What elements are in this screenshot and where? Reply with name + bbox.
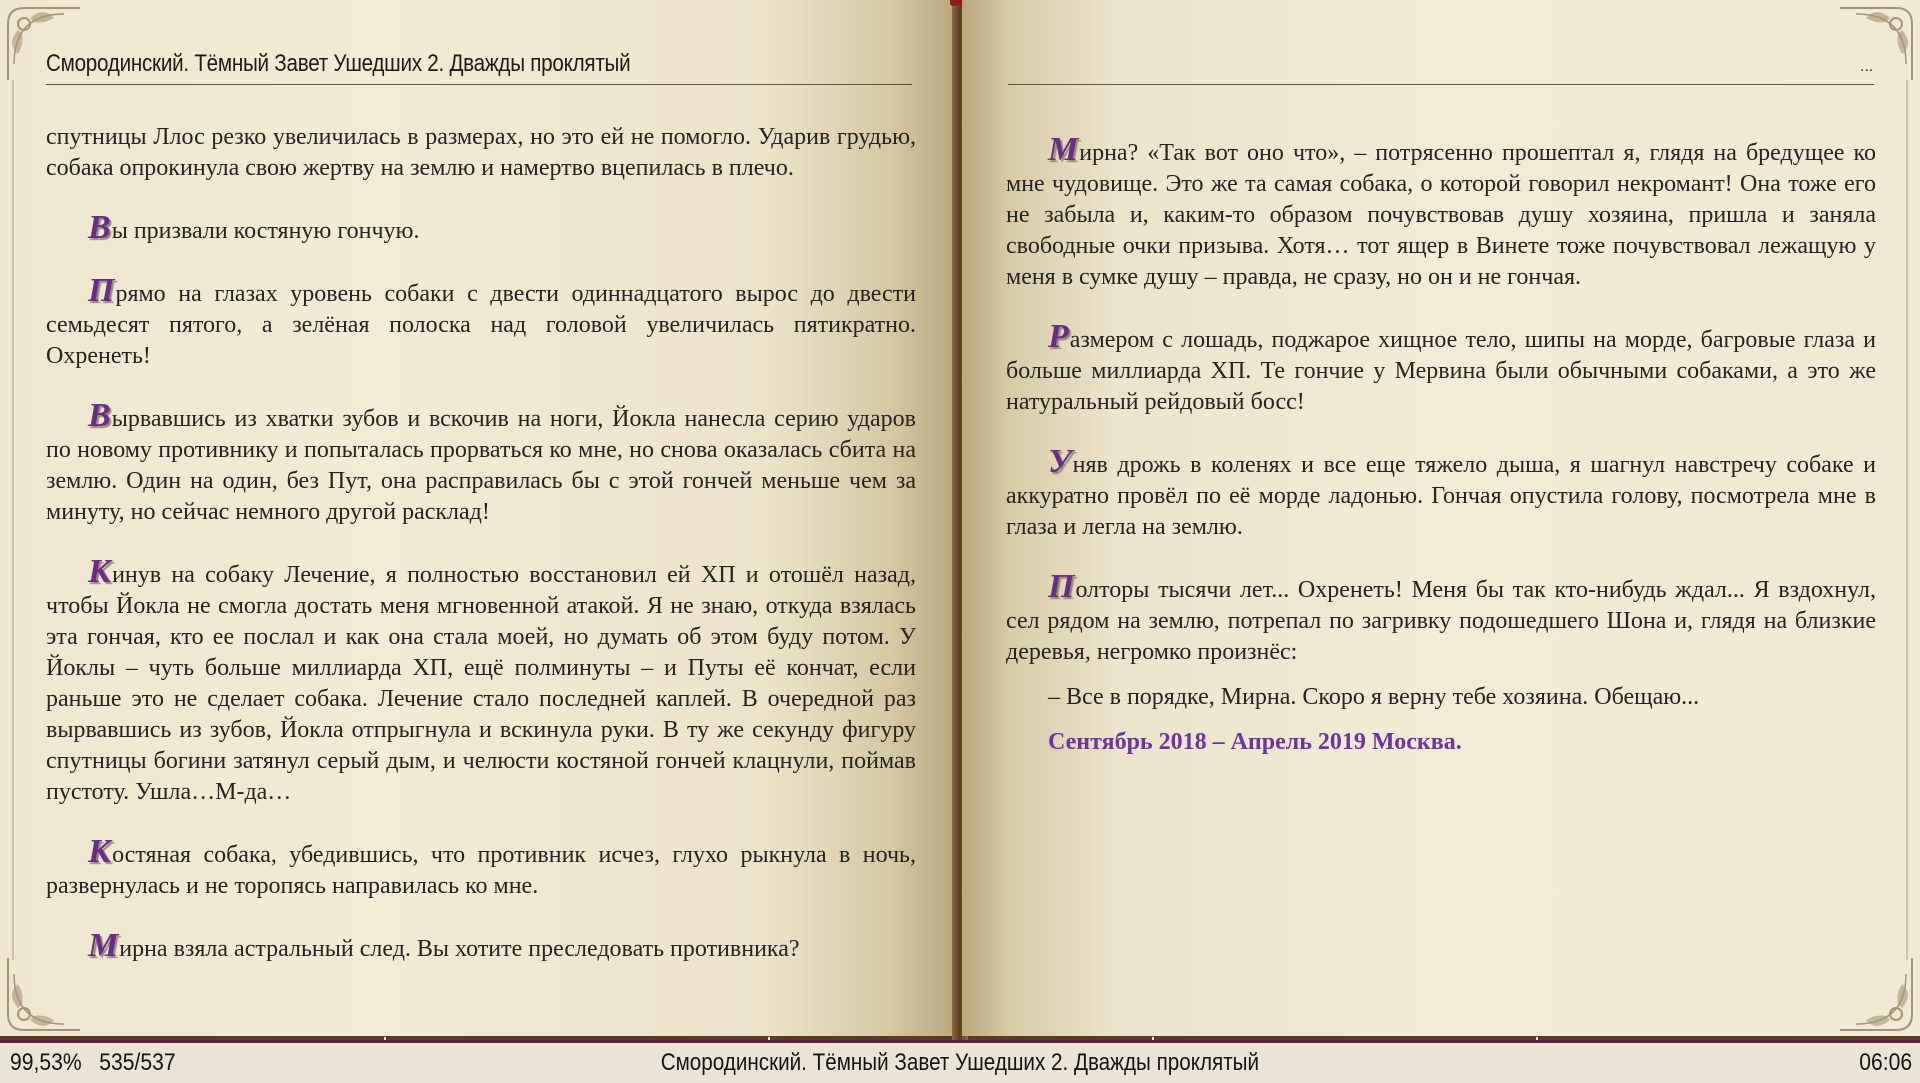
paragraph: Полторы тысячи лет... Охренеть! Меня бы так кто-нибудь ждал... Я вздохнул, сел рядом на землю, потрепал по загривку подошедшего Шона и, глядя на близкие деревья, негромко произнёс: [1006,568,1876,665]
border-vine-icon [6,80,20,960]
drop-cap: В [88,397,112,434]
drop-cap: В [88,209,112,246]
paragraph: Костяная собака, убедившись, что противник исчез, глухо рыкнула в ночь, развернулась и не торопясь направилась ко мне. [46,833,916,899]
drop-cap: Р [1048,318,1070,355]
paragraph: Вырвавшись из хватки зубов и вскочив на ноги, Йокла нанесла серию ударов по новому противнику и попыталась прорваться ко мне, но снова оказалась сбита на землю. Один на один, без Пут, она расправилась бы с этой гончей меньше чем за минуту, но сейчас немного другой расклад! [46,397,916,525]
status-bar [0,1040,1920,1083]
right-page-text [1006,131,1876,758]
book-end-signature: Сентябрь 2018 – Апрель 2019 Москва. [1048,729,1462,755]
corner-ornament-icon [1836,954,1916,1034]
left-page-text [46,122,916,993]
drop-cap: М [1048,131,1080,168]
paragraph: Вы призвали костяную гончую. [88,209,420,246]
dialogue-line: – Все в порядке, Мирна. Скоро я верну тебе хозяина. Обещаю... [1048,684,1700,710]
paragraph: Мирна? «Так вот оно что», – потрясенно прошептал я, глядя на бредущее ко мне чудовище. Это же та самая собака, о которой говорил некромант! Она тоже его не забыла и, каким-то образом почувствовав душу хозяина, пришла и заняла свободные очки призыва. Хотя… тот ящер в Винете тоже почувствовал лежащую у меня в сумке душу – правда, не сразу, но он и не гончая. [1006,131,1876,290]
header-divider [1008,84,1874,85]
drop-cap: К [88,833,113,870]
drop-cap: К [88,553,113,590]
drop-cap: У [1048,443,1073,480]
status-book-title: Смородинский. Тёмный Завет Ушедших 2. Дважды проклятый [660,1049,1260,1076]
page-counter: 535/537 [99,1049,176,1076]
drop-cap: М [88,927,120,964]
paragraph: Размером с лошадь, поджарое хищное тело, шипы на морде, багровые глаза и больше миллиарда ХП. Те гончие у Мервина были обычными собаками, а это же натуральный рейдовый босс! [1006,318,1876,415]
paragraph: Мирна взяла астральный след. Вы хотите преследовать противника? [88,927,800,964]
paragraph: Уняв дрожь в коленях и все еще тяжело дыша, я шагнул навстречу собаке и аккуратно провёл по её морде ладонью. Гончая опустила голову, посмотрела мне в глаза и легла на землю. [1006,443,1876,540]
clock: 06:06 [1859,1049,1912,1076]
header-divider [46,84,912,85]
corner-ornament-icon [1836,4,1916,84]
paragraph: спутницы Ллос резко увеличилась в размерах, но это ей не помогло. Ударив грудью, собака опрокинула свою жертву на землю и намертво вцепилась в плечо. [46,124,916,181]
drop-cap: П [88,272,116,309]
progress-percent: 99,53% [10,1049,82,1076]
paragraph: Кинув на собаку Лечение, я полностью восстановил ей ХП и отошёл назад, чтобы Йокла не смогла достать меня мгновенной атакой. Я не знаю, откуда взялась эта гончая, кто ее послал и как она стала моей, но думать об этом буду потом. У Йоклы – чуть больше миллиарда ХП, ещё полминуты – и Путы её кончат, если раньше это не сделает собака. Лечение стало последней каплей. В очередной раз вырвавшись из зубов, Йокла отпрыгнула и вскинула руки. В ту же секунду фигуру спутницы богини затянул серый дым, и челюсти костяной гончей клацнули, поймав пустоту. Ушла…М-да… [46,553,916,805]
drop-cap: П [1048,568,1076,605]
header-right-marker: ... [1860,58,1874,75]
border-vine-icon [1900,80,1914,960]
header-book-title: Смородинский. Тёмный Завет Ушедших 2. Дважды проклятый [46,50,631,77]
left-page[interactable] [0,0,958,1036]
paragraph: Прямо на глазах уровень собаки с двести одиннадцатого вырос до двести семьдесят пятого, а зелёная полоска над головой увеличилась пятикратно. Охренеть! [46,272,916,369]
